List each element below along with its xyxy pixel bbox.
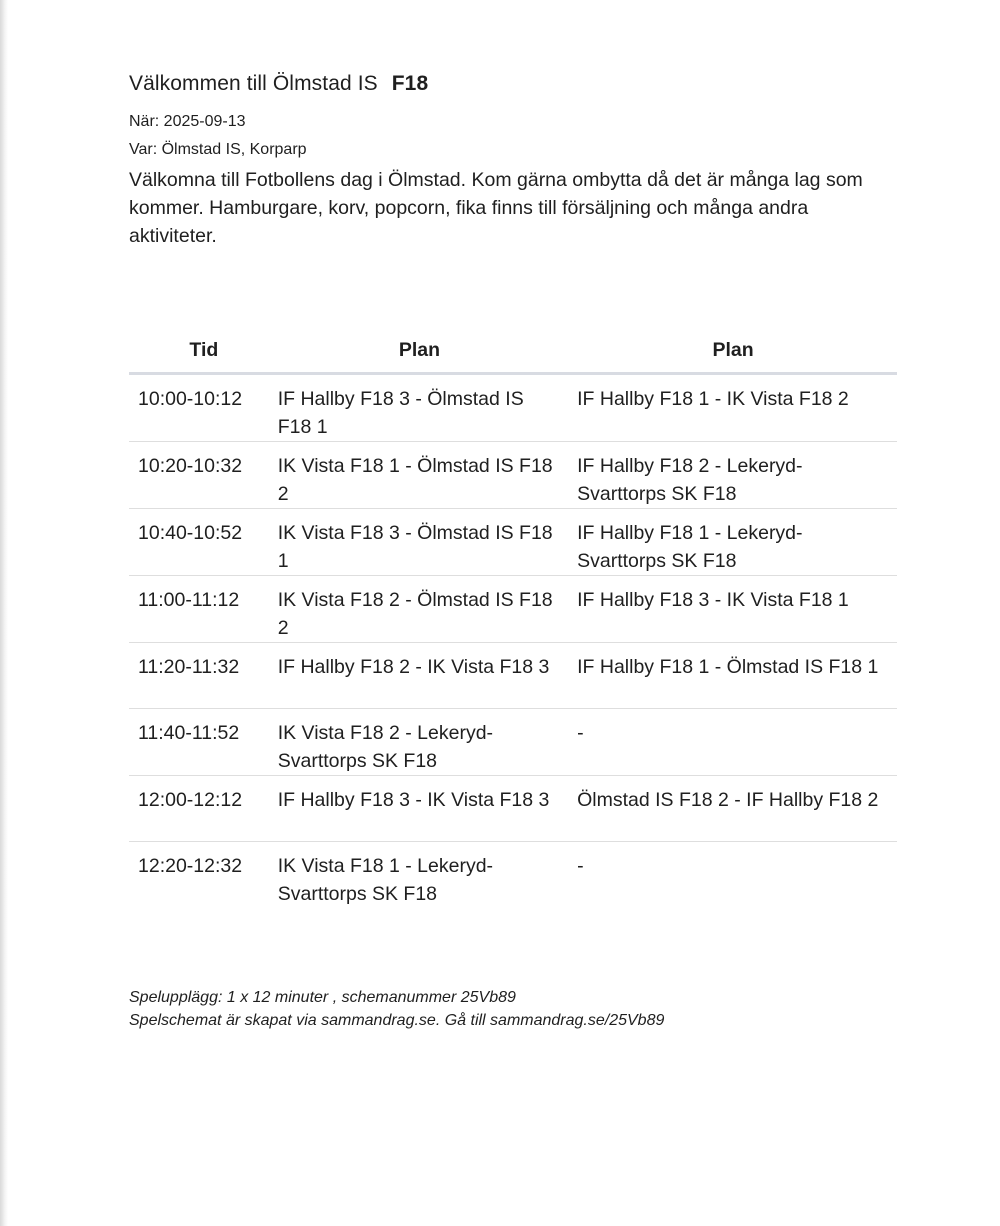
event-location: Var: Ölmstad IS, Korparp <box>129 141 307 158</box>
match-plan-2: - <box>577 855 584 877</box>
page-title <box>129 72 899 96</box>
match-time: 10:40-10:52 <box>129 509 270 576</box>
match-time: 10:20-10:32 <box>129 442 270 509</box>
match-plan-2: IF Hallby F18 3 - IK Vista F18 1 <box>569 576 897 643</box>
team-label: F18 <box>391 72 429 95</box>
event-date: När: 2025-09-13 <box>129 113 246 130</box>
match-time: 11:40-11:52 <box>129 709 270 776</box>
table-row <box>129 842 897 909</box>
match-plan-1: IK Vista F18 2 - Lekeryd-Svarttorps SK F18 <box>270 709 569 776</box>
match-time: 11:00-11:12 <box>129 576 270 643</box>
match-plan-1: IK Vista F18 2 - Ölmstad IS F18 2 <box>270 576 569 643</box>
table-row <box>129 576 897 643</box>
match-time: 10:00-10:12 <box>129 374 270 442</box>
match-time: 11:20-11:32 <box>129 643 270 709</box>
schedule-document <box>129 72 899 1029</box>
match-plan-1: IF Hallby F18 2 - IK Vista F18 3 <box>270 643 569 709</box>
match-plan-2: IF Hallby F18 1 - Ölmstad IS F18 1 <box>569 643 897 709</box>
match-plan-1: IF Hallby F18 3 - IK Vista F18 3 <box>270 776 569 842</box>
page-left-edge <box>0 0 8 1226</box>
table-row <box>129 374 897 442</box>
match-plan-2: IF Hallby F18 2 - Lekeryd-Svarttorps SK F18 <box>569 442 897 509</box>
match-plan-2: IF Hallby F18 1 - Lekeryd-Svarttorps SK F18 <box>569 509 897 576</box>
match-plan-1: IK Vista F18 3 - Ölmstad IS F18 1 <box>270 509 569 576</box>
header-plan-2: Plan <box>569 328 897 374</box>
match-plan-1: IK Vista F18 1 - Lekeryd-Svarttorps SK F18 <box>277 855 494 905</box>
header-time: Tid <box>129 328 270 374</box>
table-row <box>129 509 897 576</box>
match-time: 12:20-12:32 <box>138 855 243 877</box>
match-time: 12:00-12:12 <box>129 776 270 842</box>
header-plan-1: Plan <box>270 328 569 374</box>
table-row <box>129 709 897 776</box>
match-plan-1: IK Vista F18 1 - Ölmstad IS F18 2 <box>270 442 569 509</box>
table-row <box>129 643 897 709</box>
match-schedule-table <box>129 328 897 908</box>
match-plan-2: - <box>569 709 897 776</box>
match-plan-1: IF Hallby F18 3 - Ölmstad IS F18 1 <box>270 374 569 442</box>
source-note: Spelschemat är skapat via sammandrag.se. Gå till sammandrag.se/25Vb89 <box>129 1012 665 1029</box>
match-plan-2: Ölmstad IS F18 2 - IF Hallby F18 2 <box>569 776 897 842</box>
event-description: Välkomna till Fotbollens dag i Ölmstad. Kom gärna ombytta då det är många lag som kommer. Hamburgare, korv, popcorn, fika finns till försäljning och många andra aktiviteter. <box>129 169 863 247</box>
match-plan-2: IF Hallby F18 1 - IK Vista F18 2 <box>569 374 897 442</box>
table-row <box>129 776 897 842</box>
game-format-note: Spelupplägg: 1 x 12 minuter , schemanummer 25Vb89 <box>129 989 516 1006</box>
title-text: Välkommen till Ölmstad IS <box>129 72 378 95</box>
table-header-row <box>129 328 897 374</box>
schedule-footer <box>129 986 664 1032</box>
table-row <box>129 442 897 509</box>
